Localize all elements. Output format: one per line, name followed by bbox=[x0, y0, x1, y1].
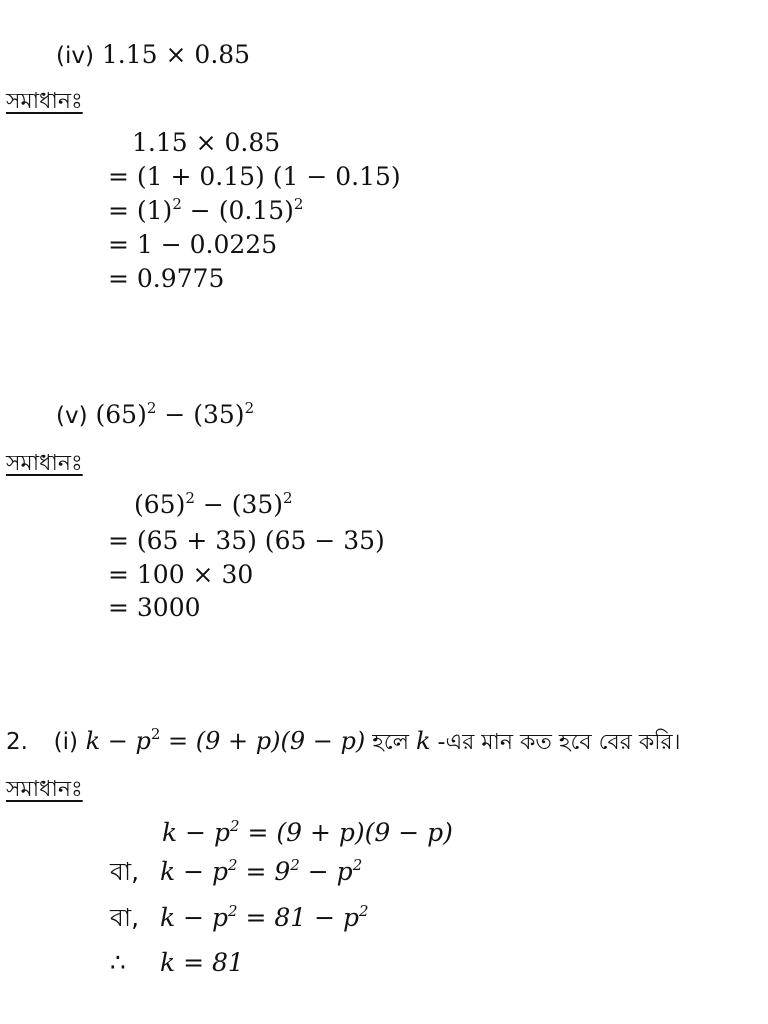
problem-2-statement bbox=[6, 726, 681, 758]
solution-2-line-3-part: = 81 − p bbox=[237, 903, 360, 932]
problem-2-variable-k: k bbox=[85, 727, 101, 755]
solution-iv-line-1: 1.15 × 0.85 bbox=[132, 128, 281, 157]
solution-2-line-2 bbox=[110, 857, 362, 887]
problem-iv-expression: 1.15 × 0.85 bbox=[101, 40, 251, 69]
solution-v-line-1-part: − (35) bbox=[194, 490, 284, 519]
exponent: 2 bbox=[150, 725, 161, 743]
problem-2-label: (i) bbox=[53, 729, 78, 755]
problem-2-part: − p bbox=[100, 727, 151, 755]
solution-iv-line-4: = 1 − 0.0225 bbox=[108, 230, 278, 259]
solution-v-line-3: = 100 × 30 bbox=[108, 560, 254, 589]
problem-v-expression bbox=[96, 400, 255, 429]
therefore-symbol: ∴ bbox=[110, 948, 126, 977]
exponent: 2 bbox=[359, 902, 369, 920]
problem-2-part: = (9 + p)(9 − p) bbox=[160, 727, 366, 755]
solution-2-line-2-part: = 9 bbox=[237, 857, 291, 886]
problem-2-variable-k: k bbox=[416, 727, 431, 755]
exponent: 2 bbox=[290, 856, 300, 874]
problem-v-label: (v) bbox=[56, 403, 88, 429]
exponent: 2 bbox=[228, 856, 238, 874]
solution-2-line-2-part: k − p bbox=[160, 857, 228, 886]
solution-label: সমাধানঃ bbox=[6, 777, 83, 802]
problem-2-number: 2. bbox=[6, 729, 28, 755]
solution-iv-line-3-part: − (0.15) bbox=[181, 196, 294, 225]
solution-iv-line-2: = (1 + 0.15) (1 − 0.15) bbox=[108, 162, 401, 191]
exponent: 2 bbox=[185, 489, 195, 507]
exponent: 2 bbox=[244, 399, 255, 417]
solution-2-line-3-part: k − p bbox=[160, 903, 228, 932]
problem-iv-label: (iv) bbox=[56, 43, 94, 69]
exponent: 2 bbox=[283, 489, 293, 507]
solution-iv-line-3 bbox=[108, 196, 303, 226]
solution-2-prefix: বা, bbox=[110, 903, 140, 932]
solution-2-line-1 bbox=[162, 818, 453, 848]
solution-label: সমাধানঃ bbox=[6, 451, 83, 476]
solution-2-line-4 bbox=[110, 948, 244, 978]
exponent: 2 bbox=[228, 902, 238, 920]
exponent: 2 bbox=[230, 817, 240, 835]
solution-v-line-1 bbox=[134, 490, 293, 520]
problem-v-part: (65) bbox=[95, 400, 147, 429]
exponent: 2 bbox=[293, 195, 304, 213]
problem-v-part: (35) bbox=[193, 400, 245, 429]
solution-2-prefix: বা, bbox=[110, 857, 140, 886]
solution-iv-line-3-part: = (1) bbox=[108, 196, 173, 225]
exponent: 2 bbox=[146, 399, 157, 417]
solution-v-line-1-part: (65) bbox=[134, 490, 186, 519]
exponent: 2 bbox=[352, 856, 363, 874]
solution-2-line-2-part: − p bbox=[299, 857, 353, 886]
solution-v-line-4: = 3000 bbox=[108, 593, 201, 622]
problem-2-bengali-text: -এর মান কত হবে বের করি। bbox=[430, 730, 681, 755]
problem-v-part: − bbox=[156, 400, 194, 429]
solution-2-line-1-part: = (9 + p)(9 − p) bbox=[239, 818, 453, 847]
solution-2-line-1-part: k − p bbox=[162, 818, 230, 847]
solution-2-line-3 bbox=[110, 903, 369, 933]
problem-iv-statement bbox=[56, 40, 250, 71]
solution-label: সমাধানঃ bbox=[6, 89, 83, 114]
exponent: 2 bbox=[172, 195, 182, 213]
solution-iv-line-5: = 0.9775 bbox=[108, 264, 225, 293]
problem-v-statement bbox=[56, 400, 254, 431]
solution-v-line-2: = (65 + 35) (65 − 35) bbox=[108, 526, 385, 555]
solution-2-line-4-part: k = 81 bbox=[160, 948, 244, 977]
problem-2-bengali-text: হলে bbox=[365, 730, 417, 755]
